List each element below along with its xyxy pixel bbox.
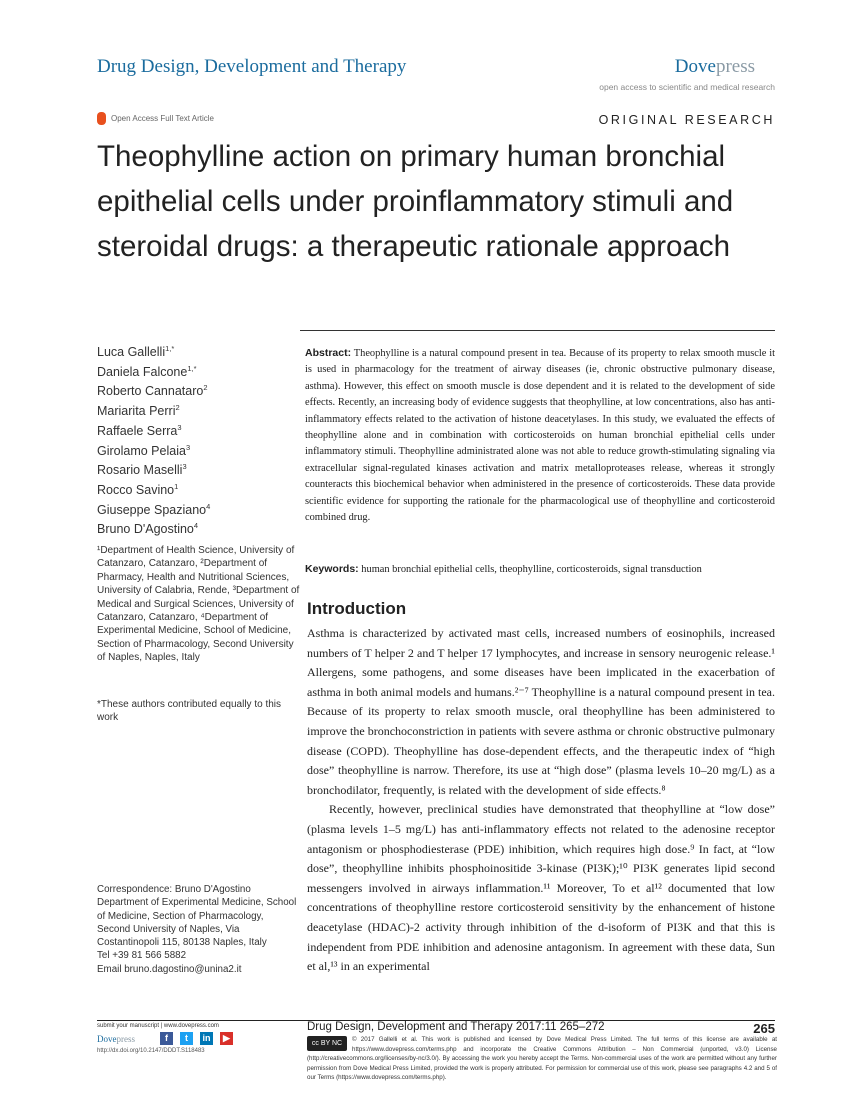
license-block bbox=[307, 1035, 777, 1083]
linkedin-icon[interactable]: in bbox=[200, 1032, 213, 1045]
keywords-label: Keywords: bbox=[305, 563, 359, 575]
author-name: Raffaele Serra bbox=[97, 423, 178, 438]
author-name: Mariarita Perri bbox=[97, 404, 176, 419]
author-list bbox=[97, 343, 210, 540]
author-affiliation-marker: 3 bbox=[182, 462, 187, 472]
citation: Drug Design, Development and Therapy 2017:11 265–272 bbox=[307, 1021, 605, 1033]
author-name: Rocco Savino bbox=[97, 482, 175, 497]
publisher-tagline: open access to scientific and medical research bbox=[599, 82, 775, 92]
author bbox=[97, 382, 210, 402]
youtube-icon[interactable]: ▶ bbox=[220, 1032, 233, 1045]
author-affiliation-marker: 3 bbox=[185, 442, 191, 452]
author bbox=[97, 442, 210, 462]
open-access-label bbox=[97, 112, 214, 125]
cc-license-badge[interactable]: cc BY NC bbox=[307, 1036, 347, 1051]
facebook-icon[interactable]: f bbox=[160, 1032, 173, 1045]
article-title bbox=[97, 134, 787, 269]
social-links bbox=[160, 1032, 233, 1045]
author-affiliation-marker: 1,* bbox=[187, 363, 197, 373]
keywords-text: human bronchial epithelial cells, theophylline, corticosteroids, signal transduction bbox=[361, 564, 702, 575]
divider bbox=[300, 330, 775, 331]
author bbox=[97, 461, 210, 481]
publisher-suffix: press bbox=[116, 1034, 135, 1044]
abstract-label: Abstract: bbox=[305, 347, 352, 359]
author bbox=[97, 501, 210, 521]
author-name: Giuseppe Spaziano bbox=[97, 502, 207, 517]
author bbox=[97, 422, 210, 442]
author bbox=[97, 363, 210, 383]
author-affiliation-marker: 2 bbox=[175, 402, 180, 412]
affiliations: ¹Department of Health Science, University of Catanzaro, Catanzaro, ²Department of Pharmacy, Health and Nutritional Sciences, University of Calabria, Rende, ³Department of Medical and Surgical Sciences, University of Catanzaro, Catanzaro, ⁴Department of Experimental Medicine, School of Medicine, Section of Pharmacology, Second University of Naples, Naples, Italy bbox=[97, 545, 300, 664]
title-line: epithelial cells under proinflammatory stimuli and bbox=[97, 185, 734, 218]
publisher-name: Dove bbox=[674, 56, 716, 77]
author-name: Girolamo Pelaia bbox=[97, 443, 186, 458]
author-affiliation-marker: 2 bbox=[203, 383, 208, 393]
introduction-body bbox=[307, 624, 775, 977]
author-name: Daniela Falcone bbox=[97, 364, 188, 379]
author bbox=[97, 481, 210, 501]
title-line: Theophylline action on primary human bronchial bbox=[97, 140, 726, 173]
author-affiliation-marker: 4 bbox=[206, 501, 211, 511]
author bbox=[97, 520, 210, 540]
page-number: 265 bbox=[753, 1021, 775, 1036]
keywords bbox=[305, 561, 780, 578]
paragraph: Recently, however, preclinical studies have demonstrated that theophylline at “low dose” (plasma levels 1–5 mg/L) has anti-inflammatory effects not related to the adenosine receptor antagonism or phosphodiesterase (PDE) inhibition, which requires high dose.⁹ In fact, at “low dose”, theophylline inhibits phosphoinositide 3-kinase (PI3K);¹⁰ PI3K generates lipid second messengers involved in airways inflammation.¹¹ Moreover, To et al¹² documented that low concentrations of theophylline restore corticosteroid sensitivity by the enhancement of histone deacetylase (HDAC)-2 activity through inhibition of the d-isoform of PI3K and that this is independent from PDE inhibition and adenosine antagonism. In agreement with these data, Sun et al,¹³ in an experimental bbox=[307, 802, 775, 974]
publisher-name: Dove bbox=[97, 1034, 117, 1044]
author bbox=[97, 402, 210, 422]
paragraph: Asthma is characterized by activated mast cells, increased numbers of eosinophils, increased numbers of T helper 2 and T helper 17 lymphocytes, and increase in sensory neurogenic release.¹ Allergens, some pathogens, and some diseases have been implicated in the exacerbation of asthma in both animal models and humans.²⁻⁷ Theophylline is a natural compound present in tea. Because of its property to relax smooth muscle, oral theophylline has been administered to improve the bronchoconstriction in patients with severe asthma or chronic obstructive pulmonary disease (COPD). Theophylline has dose-dependent effects, and the therapeutic index of “high dose” theophylline is narrow. Therefore, its use at “high dose” (plasma levels 10–20 mg/L) as a bronchodilator, frequently, is related with the development of side effects.⁸ bbox=[307, 626, 775, 797]
article-type: ORIGINAL RESEARCH bbox=[598, 113, 775, 127]
doi-link[interactable]: http://dx.doi.org/10.2147/DDDT.S118483 bbox=[97, 1048, 205, 1054]
author-name: Roberto Cannataro bbox=[97, 384, 204, 399]
abstract-text: Theophylline is a natural compound present in tea. Because of its property to relax smooth muscle it is used in pharmacology for the treatment of airway diseases (ie, chronic obstructive pulmonary disease, asthma). However, this effect on smooth muscle is dose dependent and it is related to the development of side effects. Recently, an increasing body of evidence suggests that theophylline, at low concentrations, also has anti-inflammatory effects related to the activation of histone deacetylases. In this study, we evaluated the effects of theophylline alone and in combination with corticosteroids on human bronchial epithelial cells under inflammatory stimuli. Theophylline administrated alone was not able to reduce growth-stimulating signaling via extracellular signal-regulated kinases activation and matrix metalloproteases release, whereas it strongly counteracts this biochemical behavior when administered in the presence of corticosteroids. These data provide scientific evidence for supporting the rationale for the pharmacological use of theophylline and corticosteroid combined drug. bbox=[305, 348, 775, 524]
twitter-icon[interactable]: t bbox=[180, 1032, 193, 1045]
submit-manuscript-link[interactable]: submit your manuscript | www.dovepress.com bbox=[97, 1023, 219, 1029]
publisher-logo[interactable] bbox=[675, 56, 755, 78]
equal-contribution-note: *These authors contributed equally to this work bbox=[97, 699, 281, 724]
author-affiliation-marker: 1 bbox=[174, 481, 179, 491]
correspondence: Correspondence: Bruno D'Agostino Department of Experimental Medicine, School of Medicine, Section of Pharmacology, Second University of Naples, Via Costantinopoli 115, 80138 Naples, Italy Tel +39 81 566 5882 Email bruno.dagostino@unina2.it bbox=[97, 884, 297, 975]
open-access-text: Open Access Full Text Article bbox=[111, 114, 215, 123]
publisher-suffix: press bbox=[715, 56, 755, 77]
section-heading-introduction: Introduction bbox=[307, 599, 407, 618]
author-name: Bruno D'Agostino bbox=[97, 522, 194, 537]
author-affiliation-marker: 3 bbox=[177, 422, 182, 432]
license-text: © 2017 Gallelli et al. This work is published and licensed by Dove Medical Press Limited. The full terms of this license are available at https://www.dovepress.com/terms.php and incorporate the Creative Commons Attribution – Non Commercial (unported, v3.0) License (http://creativecommons.org/licenses/by-nc/3.0/). By accessing the work you hereby accept the Terms. Non-commercial uses of the work are permitted without any further permission from Dove Medical Press Limited, provided the work is properly attributed. For permission for commercial use of this work, please see paragraphs 4.2 and 5 of our Terms (https://www.dovepress.com/terms.php). bbox=[307, 1036, 777, 1081]
footer-publisher-logo[interactable] bbox=[97, 1034, 135, 1044]
author-name: Rosario Maselli bbox=[97, 463, 183, 478]
author-affiliation-marker: 4 bbox=[193, 521, 199, 531]
author-name: Luca Gallelli bbox=[97, 345, 166, 359]
title-line: steroidal drugs: a therapeutic rationale approach bbox=[97, 230, 731, 263]
author bbox=[97, 343, 210, 363]
open-access-lock-icon bbox=[97, 112, 106, 125]
author-affiliation-marker: 1,* bbox=[165, 343, 175, 353]
journal-title[interactable]: Drug Design, Development and Therapy bbox=[97, 56, 407, 77]
abstract bbox=[305, 345, 775, 526]
